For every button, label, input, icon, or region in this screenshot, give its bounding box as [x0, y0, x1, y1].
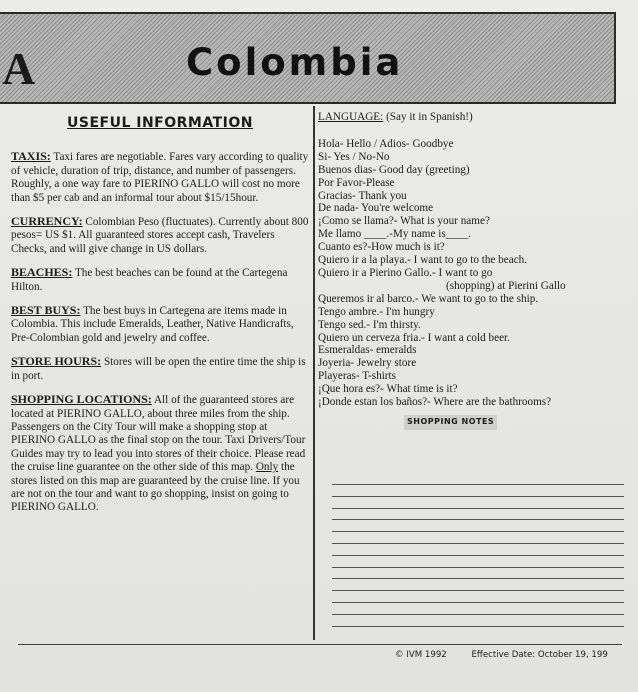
section-heading: SHOPPING LOCATIONS: [11, 392, 152, 407]
note-line [332, 614, 624, 615]
effective-date: Effective Date: October 19, 199 [471, 650, 608, 660]
note-line [332, 567, 624, 568]
section-text: Colombian Peso (fluctuates). Currently about 800 pesos= US $1. All guaranteed stores accept cash, Travelers Checks, and will give change in US dollars. [11, 216, 309, 255]
language-heading [318, 111, 632, 124]
section-heading: CURRENCY: [11, 214, 83, 229]
section-taxis [11, 150, 309, 205]
phrase-line: Gracias- Thank you [318, 189, 407, 202]
note-line [332, 531, 624, 532]
note-line [332, 555, 624, 556]
banner-edge-letter: A [2, 43, 36, 94]
phrase-line: Tengo sed.- I'm thirsty. [318, 318, 421, 331]
language-heading-note: (Say it in Spanish!) [383, 111, 473, 123]
phrase-line: Joyeria- Jewelry store [318, 357, 417, 370]
section-store-hours [11, 355, 309, 383]
note-line [332, 519, 624, 520]
phrase-line: Tengo ambre.- I'm hungry [318, 305, 435, 318]
note-line [332, 543, 624, 544]
phrase-line: Quiero ir a Pierino Gallo.- I want to go [318, 266, 493, 279]
phrase-line: Hola- Hello / Adios- Goodbye [318, 137, 454, 150]
section-heading: STORE HOURS: [11, 354, 102, 369]
phrase-line: Por Favor-Please [318, 176, 395, 189]
section-best-buys [11, 304, 309, 345]
phrase-line: Cuanto es?-How much is it? [318, 241, 445, 254]
section-text: Stores will be open the entire time the ship is in port. [11, 356, 306, 382]
phrase-line: De nada- You're welcome [318, 202, 434, 215]
note-line [332, 590, 624, 591]
note-line [332, 626, 624, 627]
language-heading-label: LANGUAGE: [318, 111, 384, 123]
note-line [332, 496, 624, 497]
section-text: The best beaches can be found at the Cartegena Hilton. [11, 267, 288, 293]
section-text: Taxi fares are negotiable. Fares vary according to quality of vehicle, duration of trip, distance, and number of passengers. Roughly, a one way fare to PIERINO GALLO will cost no more than $5 per cab and an informal tour about $15/15hour. [11, 151, 309, 204]
footer [395, 650, 630, 660]
language-column [318, 111, 632, 430]
section-shopping-locations [11, 393, 309, 515]
phrase-line: ¡Que hora es?- What time is it? [318, 383, 458, 396]
emphasis-only: Only [255, 461, 279, 474]
phrase-line: Playeras- T-shirts [318, 370, 396, 383]
section-text: The best buys in Cartegena are items made in Colombia. This include Emeralds, Leather, Native Handicrafts, Pre-Colombian gold and jewelry and coffee. [11, 305, 294, 344]
note-line [332, 602, 624, 603]
section-heading: BEACHES: [11, 265, 73, 280]
phrase-line: Me llamo ____.-My name is____. [318, 228, 471, 241]
section-heading: TAXIS: [11, 149, 51, 164]
shopping-notes-lines [332, 484, 624, 637]
note-line [332, 578, 624, 579]
useful-information-column [11, 114, 309, 525]
column-divider [313, 106, 315, 640]
shopping-notes-label: SHOPPING NOTES [404, 415, 497, 430]
section-heading: BEST BUYS: [11, 303, 81, 318]
phrase-line: Buenos dias- Good day (greeting) [318, 163, 470, 176]
section-currency [11, 215, 309, 256]
section-beaches [11, 266, 309, 294]
page-title: Colombia [186, 41, 404, 84]
title-banner [0, 12, 616, 104]
copyright-text: © IVM 1992 [395, 650, 447, 660]
phrase-line: Queremos ir al barco.- We want to go to the ship. [318, 292, 539, 305]
phrase-line: ¡Como se llama?- What is your name? [318, 215, 490, 228]
useful-information-title: USEFUL INFORMATION [67, 115, 253, 131]
footer-rule [18, 644, 622, 645]
phrase-line: Esmeraldas- emeralds [318, 344, 417, 357]
phrase-line: Quiero ir a la playa.- I want to go to the beach. [318, 254, 528, 267]
note-line [332, 508, 624, 509]
section-text-cont: the stores listed on this map are guaranteed by the cruise line. If you are not on the tour and want to go shopping, insist on going to PIERINO GALLO. [11, 461, 300, 514]
section-text: All of the guaranteed stores are located at PIERINO GALLO, about three miles from the ship. Passengers on the City Tour will make a shopping stop at PIERINO GALLO as the final stop on the tour. Taxi Drivers/Tour Guides may try to lead you into stores of their choice. Please read the cruise line guarantee on the other side of this map. [11, 394, 306, 474]
note-line [332, 484, 624, 485]
phrase-line: ¡Donde estan los baños?- Where are the bathrooms? [318, 396, 552, 409]
phrase-line: Quiero un cerveza fria.- I want a cold beer. [318, 331, 510, 344]
phrase-line: Si- Yes / No-No [318, 150, 390, 163]
phrase-line-continued: (shopping) at Pierini Gallo [446, 279, 566, 292]
